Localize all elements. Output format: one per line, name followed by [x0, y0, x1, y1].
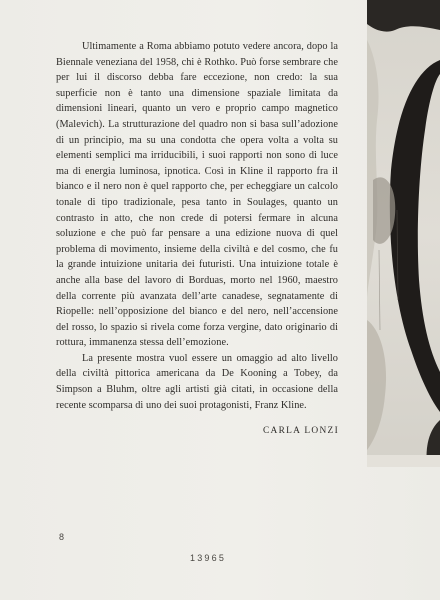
artwork-detail-image [367, 0, 440, 467]
author-signature: CARLA LONZI [262, 426, 339, 436]
stamp-number: 13965 [190, 553, 227, 563]
abstract-painting-graphic [367, 0, 440, 467]
paragraph-1: Ultimamente a Roma abbiamo potuto vedere ancora, dopo la Biennale veneziana del 1958, chi è Rothko. Può forse sembrare che per lui il discorso debba fare eccezione, non credo: la sua superficie non è tanto una dimensione spaziale limitata da dimensioni lineari, quanto un vero e proprio campo magnetico (Malevich). La strutturazione del quadro non si basa sull’adozione di un principio, ma su una condotta che opera volta a volta su elementi semplici ma irriducibili, i suoi rapporti non sono di luce ma di energia luminosa, ipnotica. Così in Kline il rapporto fra il bianco e il nero non è quel rapporto che, per echeggiare un calcolo tonale di tipo tradizionale, pesa tanto in Soulages, quanto un contrasto in atto, che non crede di potersi fermare in alcuna soluzione e che può far pensare a una edizione nuova di quel problema di movimento, insieme della civiltà e del cosmo, che fu la grande intuizione unitaria dei futuristi. Una intuizione totale è anche alla base del lavoro di Borduas, morto nel 1960, maestro della corrente più avanzata dell’arte canadese, segnatamente di Riopelle: nell’opposizione del bianco e del nero, nell’accensione del rosso, lo spazio si rivela come forza vergine, dato originario di rottura, immanenza stessa dell’emozione. [56, 41, 338, 349]
page-number: 8 [59, 532, 65, 542]
paragraph-2: La presente mostra vuol essere un omaggio ad alto livello della civiltà pittorica americana da De Kooning a Tobey, da Simpson a Bluhm, oltre agli artisti già citati, in occasione della recente scomparsa di uno dei suoi protagonisti, Franz Kline. [56, 352, 338, 411]
article-body [56, 39, 338, 413]
